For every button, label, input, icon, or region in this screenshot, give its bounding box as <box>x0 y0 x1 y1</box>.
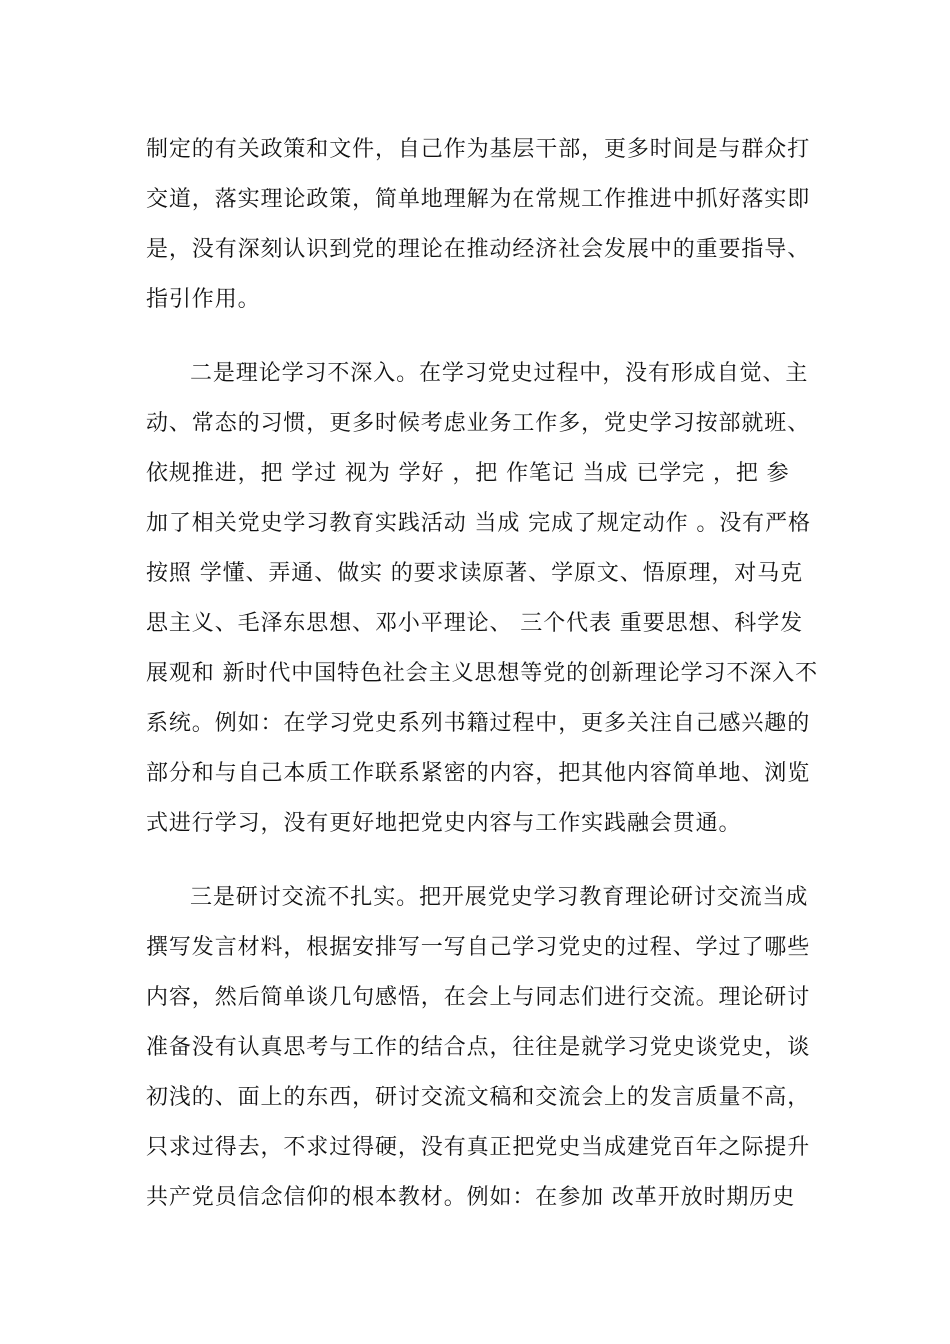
paragraph-2-line-5: 按照 学懂、弄通、做实 的要求读原著、学原文、悟原理，对马克 <box>146 561 803 586</box>
paragraph-2-line-3: 依规推进，把 学过 视为 学好 ，把 作笔记 当成 已学完 ，把 参 <box>146 461 790 486</box>
paragraph-2-line-2: 动、常态的习惯，更多时候考虑业务工作多，党史学习按部就班、 <box>146 411 811 436</box>
paragraph-3-line-2: 撰写发言材料，根据安排写一写自己学习党史的过程、学过了哪些 <box>146 935 811 960</box>
paragraph-1-line-4: 指引作用。 <box>146 287 261 312</box>
paragraph-2-line-4: 加了相关党史学习教育实践活动 当成 完成了规定动作 。没有严格 <box>146 511 811 536</box>
paragraph-2-line-9: 部分和与自己本质工作联系紧密的内容，把其他内容简单地、浏览 <box>146 761 811 786</box>
paragraph-1-line-3: 是，没有深刻认识到党的理论在推动经济社会发展中的重要指导、 <box>146 237 811 262</box>
paragraph-3-line-1: 三是研讨交流不扎实。把开展党史学习教育理论研讨交流当成 <box>190 885 809 910</box>
paragraph-1-line-2: 交道，落实理论政策，简单地理解为在常规工作推进中抓好落实即 <box>146 187 811 212</box>
paragraph-3-line-3: 内容，然后简单谈几句感悟，在会上与同志们进行交流。理论研讨 <box>146 985 811 1010</box>
paragraph-2-line-10: 式进行学习，没有更好地把党史内容与工作实践融会贯通。 <box>146 811 742 836</box>
paragraph-2-line-7: 展观和 新时代中国特色社会主义思想等党的创新理论学习不深入不 <box>146 661 818 686</box>
paragraph-3-line-6: 只求过得去，不求过得硬，没有真正把党史当成建党百年之际提升 <box>146 1135 811 1160</box>
paragraph-2-line-1: 二是理论学习不深入。在学习党史过程中，没有形成自觉、主 <box>190 361 809 386</box>
paragraph-2-line-6: 思主义、毛泽东思想、邓小平理论、 三个代表 重要思想、科学发 <box>146 611 803 636</box>
paragraph-3-line-7: 共产党员信念信仰的根本教材。例如：在参加 改革开放时期历史 <box>146 1185 796 1210</box>
paragraph-2-line-8: 系统。例如：在学习党史系列书籍过程中，更多关注自己感兴趣的 <box>146 711 811 736</box>
paragraph-3-line-4: 准备没有认真思考与工作的结合点，往往是就学习党史谈党史，谈 <box>146 1035 811 1060</box>
paragraph-3-line-5: 初浅的、面上的东西，研讨交流文稿和交流会上的发言质量不高， <box>146 1085 811 1110</box>
paragraph-1-line-1: 制定的有关政策和文件，自己作为基层干部，更多时间是与群众打 <box>146 137 811 162</box>
